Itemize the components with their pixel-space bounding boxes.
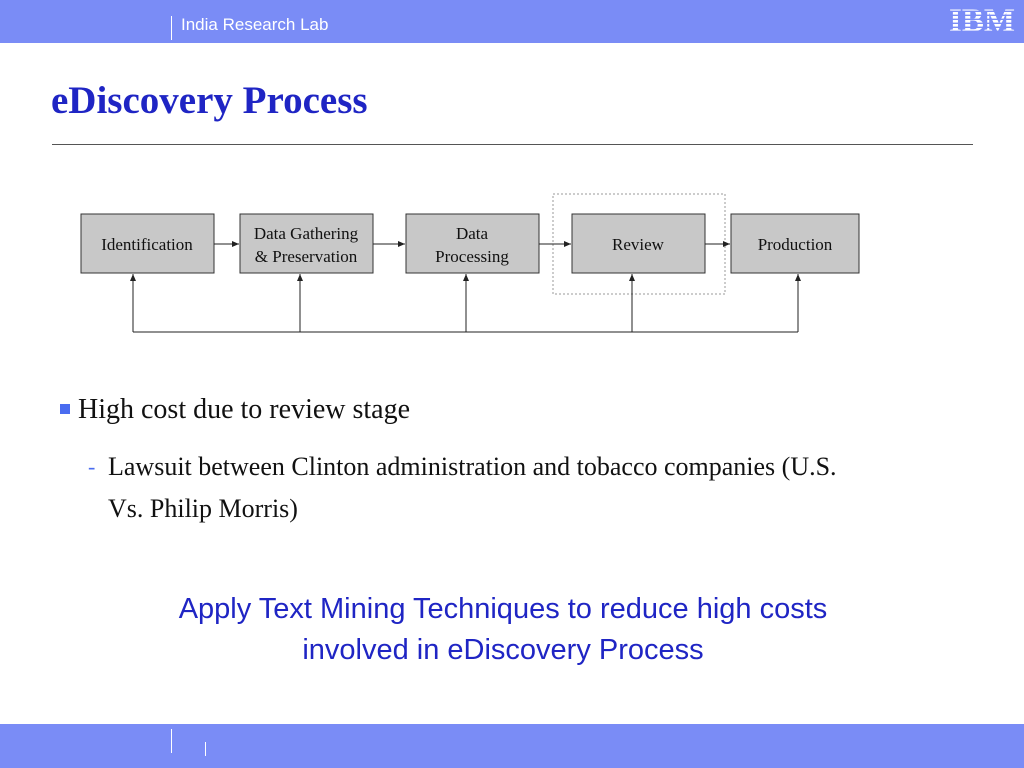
lab-name: India Research Lab <box>181 15 329 34</box>
bullet-sub <box>88 446 868 530</box>
bullet-square-icon <box>60 404 70 414</box>
node-data-gathering <box>240 214 373 273</box>
slide-title: eDiscovery Process <box>51 79 368 122</box>
callout-line-1: Apply Text Mining Techniques to reduce high costs <box>178 593 828 625</box>
node-data-gathering-label-2: & Preservation <box>254 247 358 266</box>
node-identification-label: Identification <box>101 235 193 254</box>
node-review-label: Review <box>612 235 664 254</box>
bullet-dash-icon: - <box>88 454 96 479</box>
footer-bar <box>0 724 1024 768</box>
node-production-label: Production <box>757 235 833 254</box>
ibm-logo-text: IBM <box>949 4 1015 36</box>
node-data-processing-label-2: Processing <box>435 247 509 266</box>
node-production <box>731 214 859 273</box>
footer-divider-2 <box>205 742 206 756</box>
node-review <box>572 214 705 273</box>
callout-text <box>90 589 916 671</box>
footer-divider-1 <box>171 729 172 753</box>
callout-line-2: involved in eDiscovery Process <box>302 634 704 666</box>
node-data-processing <box>406 214 539 273</box>
node-data-gathering-label-1: Data Gathering <box>253 224 359 243</box>
bullet-main-text: High cost due to review stage <box>78 394 411 425</box>
node-data-processing-label-1: Data <box>455 224 489 243</box>
bullet-sub-text: Lawsuit between Clinton administration and tobacco companies (U.S. Vs. Philip Morris) <box>108 452 837 523</box>
node-identification <box>81 214 214 273</box>
